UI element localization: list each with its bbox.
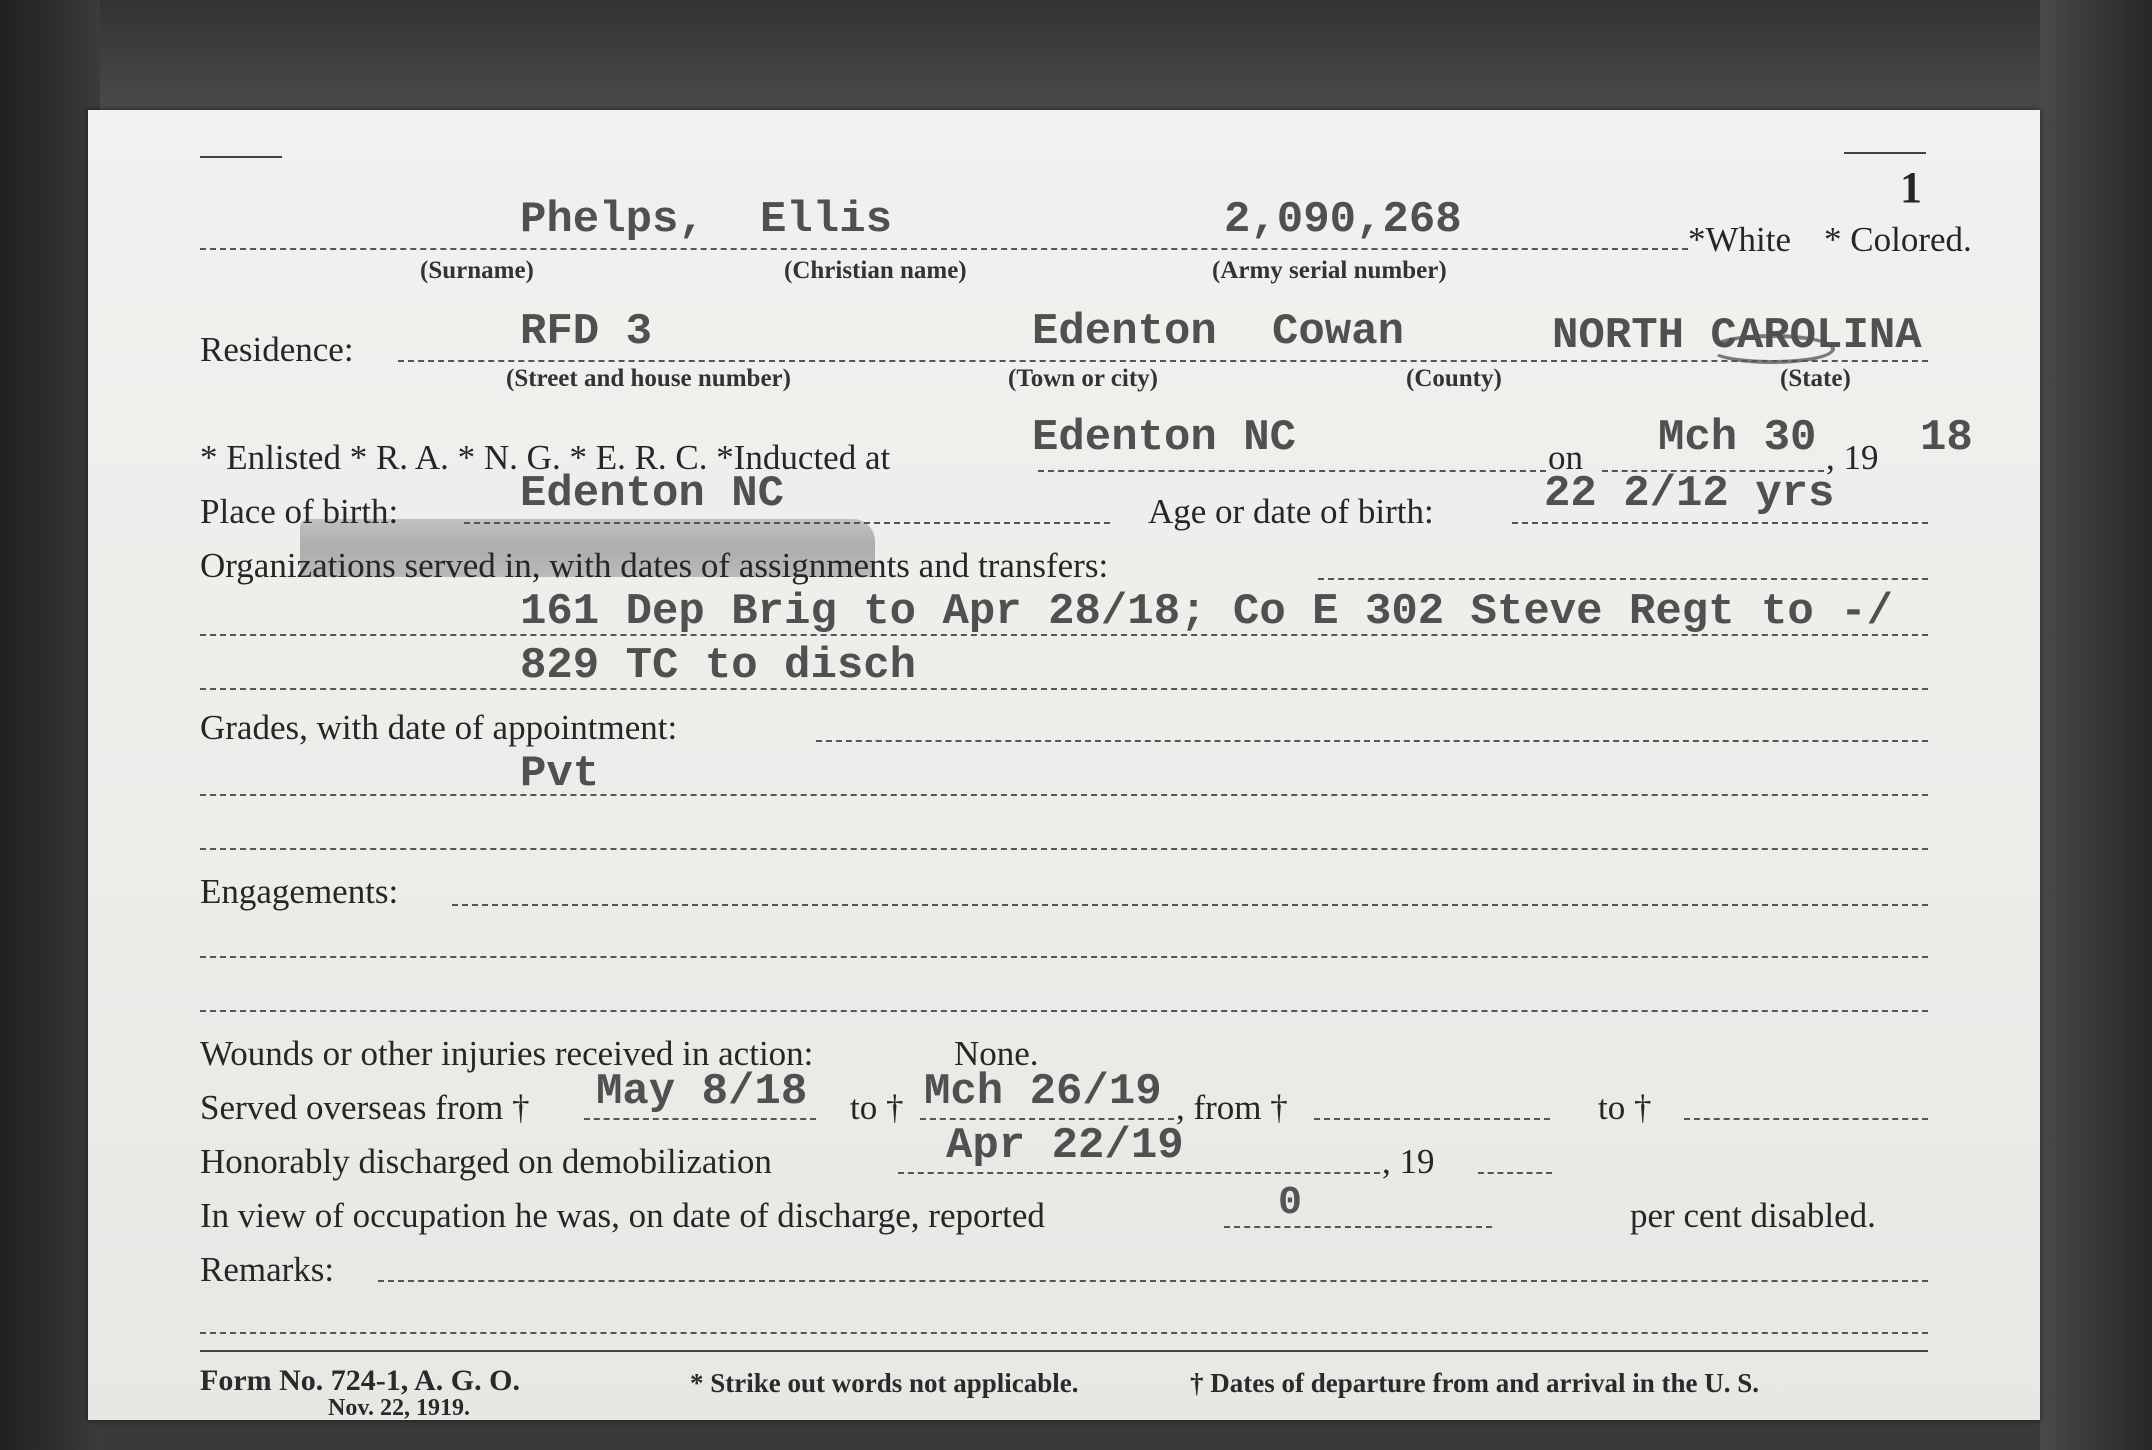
caption-state: (State)	[1780, 365, 1851, 392]
overseas-from-line	[584, 1118, 816, 1120]
surname-value: Phelps,	[520, 195, 705, 245]
residence-label: Residence:	[200, 330, 354, 369]
engagements-line-1	[200, 956, 1928, 958]
age-value: 22 2/12 yrs	[1544, 469, 1835, 519]
overseas-to-label: to †	[850, 1088, 904, 1127]
form-date: Nov. 22, 1919.	[328, 1395, 471, 1421]
caption-town: (Town or city)	[1008, 365, 1158, 392]
enlisted-label: * Enlisted * R. A. * N. G. * E. R. C. *Inducted at	[200, 438, 891, 477]
serial-number-value: 2,090,268	[1224, 195, 1462, 245]
engagements-line-2	[200, 1010, 1928, 1012]
discharge-date-value: Apr 22/19	[946, 1121, 1184, 1171]
discharge-label: Honorably discharged on demobilization	[200, 1142, 772, 1181]
year-prefix: , 19	[1826, 438, 1879, 477]
footnote-dates: † Dates of departure from and arrival in the U. S.	[1190, 1368, 1759, 1398]
footnote-strike-out: * Strike out words not applicable.	[690, 1368, 1079, 1398]
grade-value: Pvt	[520, 749, 600, 799]
overseas-to2-label: to †	[1598, 1088, 1652, 1127]
state-value: NORTH CAROLINA	[1552, 311, 1922, 361]
caption-christian-name: (Christian name)	[784, 257, 967, 284]
grades-line-2	[200, 848, 1928, 850]
wounds-value: None.	[954, 1034, 1039, 1073]
residence-line	[398, 360, 1928, 362]
town-value: Edenton	[1032, 307, 1217, 357]
birthplace-label: Place of birth:	[200, 492, 399, 531]
discharge-year-line	[1478, 1172, 1552, 1174]
inducted-line	[1038, 470, 1546, 472]
organizations-line-2-value: 829 TC to disch	[520, 641, 917, 691]
caption-surname: (Surname)	[420, 257, 534, 284]
overseas-to-line	[920, 1118, 1174, 1120]
organizations-line-0	[1318, 578, 1928, 580]
name-line	[200, 248, 1688, 250]
overseas-to2-line	[1684, 1118, 1928, 1120]
wounds-label: Wounds or other injuries received in action:	[200, 1034, 814, 1073]
remarks-line-0	[378, 1280, 1928, 1282]
engagements-line-0	[452, 904, 1928, 906]
footer-rule	[200, 1350, 1928, 1352]
age-line	[1512, 522, 1928, 524]
scan-background-top	[0, 0, 2152, 110]
remarks-label: Remarks:	[200, 1250, 335, 1289]
organizations-line-2	[200, 688, 1928, 690]
form-number: Form No. 724-1, A. G. O.	[200, 1364, 520, 1397]
disability-value: 0	[1278, 1181, 1303, 1226]
organizations-line-1-value: 161 Dep Brig to Apr 28/18; Co E 302 Steve Regt to -/	[520, 587, 1894, 637]
top-right-rule	[1844, 152, 1926, 154]
discharge-line	[898, 1172, 1380, 1174]
scan-background-left	[0, 0, 100, 1450]
organizations-line-1	[200, 634, 1928, 636]
grades-line-0	[816, 740, 1928, 742]
inducted-at-value: Edenton NC	[1032, 413, 1297, 463]
race-white-struck: *White	[1688, 220, 1792, 259]
age-label: Age or date of birth:	[1148, 492, 1434, 531]
overseas-to-value: Mch 26/19	[924, 1067, 1162, 1117]
engagements-label: Engagements:	[200, 872, 399, 911]
caption-county: (County)	[1406, 365, 1502, 392]
caption-street: (Street and house number)	[506, 365, 791, 392]
grades-label: Grades, with date of appointment:	[200, 708, 678, 747]
induction-date-value: Mch 30	[1658, 413, 1817, 463]
disability-line	[1224, 1226, 1492, 1228]
discharge-year-label: , 19	[1382, 1142, 1435, 1181]
overseas-label: Served overseas from †	[200, 1088, 530, 1127]
overseas-from2-line	[1314, 1118, 1550, 1120]
birthplace-value: Edenton NC	[520, 469, 785, 519]
county-value: Cowan	[1272, 307, 1405, 357]
birthplace-line	[464, 522, 1110, 524]
remarks-line-1	[200, 1332, 1928, 1334]
grades-line-1	[200, 794, 1928, 796]
organizations-label: Organizations served in, with dates of assignments and transfers:	[200, 546, 1109, 585]
overseas-from-value: May 8/18	[596, 1067, 808, 1117]
race-colored: * Colored.	[1824, 220, 1972, 259]
overseas-from2-label: , from †	[1176, 1088, 1288, 1127]
service-record-card	[88, 110, 2040, 1420]
induction-year-value: 18	[1920, 413, 1973, 463]
on-label: on	[1548, 438, 1583, 477]
street-value: RFD 3	[520, 307, 653, 357]
page-number: 1	[1900, 163, 1922, 212]
disability-label: In view of occupation he was, on date of discharge, reported	[200, 1196, 1045, 1235]
caption-serial-number: (Army serial number)	[1212, 257, 1447, 284]
disability-suffix: per cent disabled.	[1630, 1196, 1876, 1235]
scan-background-right	[2040, 0, 2152, 1450]
top-left-rule	[200, 156, 282, 158]
christian-name-value: Ellis	[760, 195, 893, 245]
